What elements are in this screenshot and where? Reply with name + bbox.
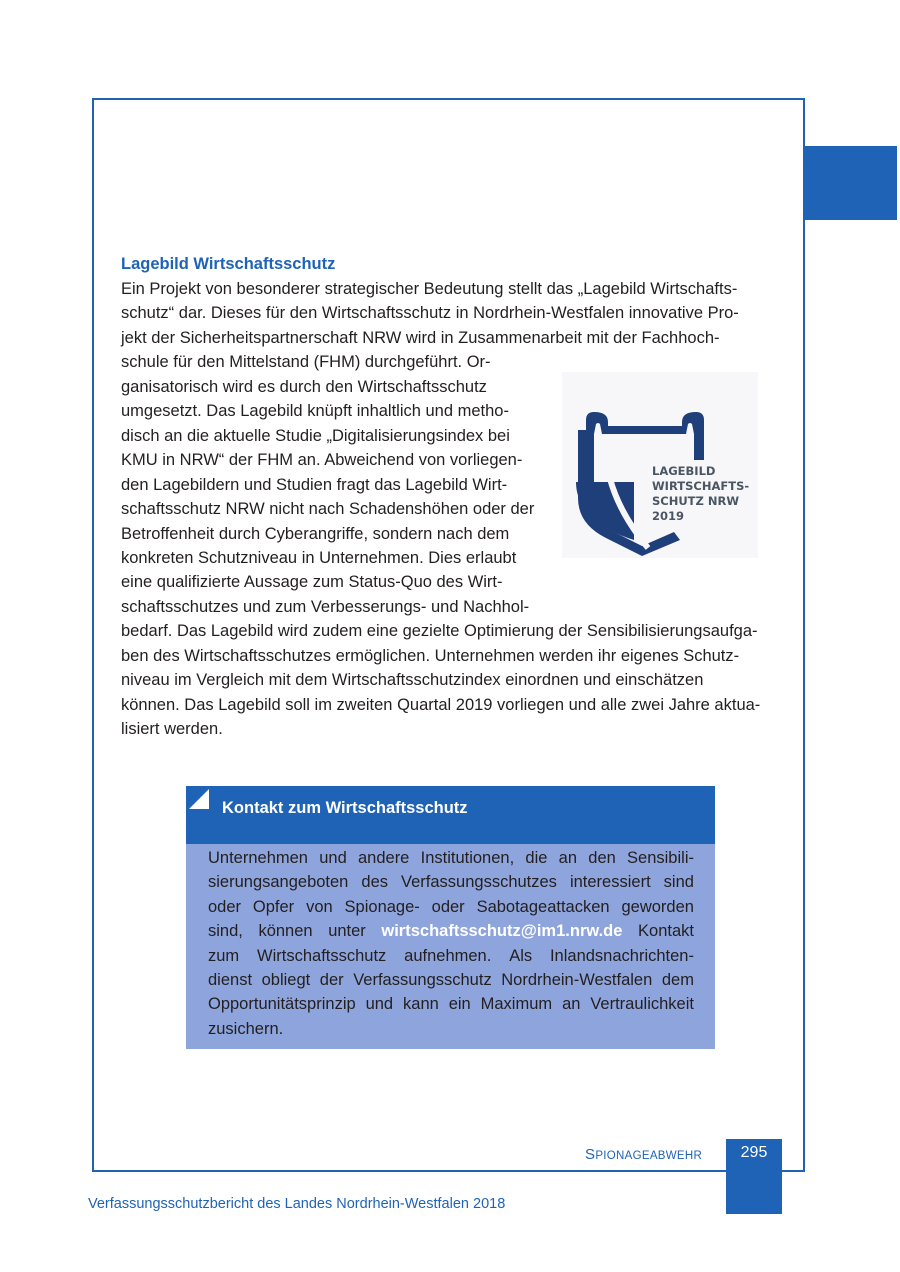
contact-word: Verfassungsschutz (353, 970, 492, 989)
lagebild-logo (562, 372, 758, 558)
contact-word: Maximum (480, 995, 553, 1014)
contact-word: Sensibili- (627, 849, 694, 867)
contact-word: zum (208, 946, 240, 965)
body-line: lisiert werden. (121, 720, 223, 739)
logo-line: LAGEBILD (652, 464, 716, 478)
contact-word: kann (403, 995, 439, 1014)
contact-word: von (306, 897, 333, 916)
body-line: Ein Projekt von besonderer strategischer Bedeutung stellt das „Lagebild Wirtschafts- (121, 280, 738, 298)
body-line: KMU in NRW“ der FHM an. Abweichend von vorliegen- (121, 451, 523, 470)
contact-line (208, 968, 694, 992)
body-line: disch an die aktuelle Studie „Digitalisierungsindex bei (121, 426, 510, 445)
body-line: bedarf. Das Lagebild wird zudem eine gezielte Optimierung der Sensibilisierungsaufga- (121, 622, 758, 641)
body-line: ganisatorisch wird es durch den Wirtschaftsschutz (121, 377, 487, 396)
body-line: schaftsschutz NRW nicht nach Schadenshöhen oder der (121, 500, 535, 519)
section-label-initial: S (585, 1146, 596, 1163)
contact-word: an (562, 995, 581, 1014)
contact-word: interessiert (569, 873, 651, 892)
contact-word: Spionage- (344, 897, 420, 916)
contact-word: aufnehmen. (404, 946, 492, 965)
contact-line (208, 846, 694, 870)
corner-triangle-icon (189, 789, 209, 809)
logo-line: SCHUTZ NRW (652, 494, 740, 508)
contact-word: Nordrhein-Westfalen (501, 970, 653, 989)
contact-word: oder (208, 897, 242, 916)
section-label (585, 1145, 702, 1165)
contact-word: Institutionen, (420, 849, 515, 867)
body-line: umgesetzt. Das Lagebild knüpft inhaltlich und metho- (121, 402, 509, 421)
contact-word: Opfer (252, 897, 295, 916)
contact-line (208, 870, 694, 894)
contact-word: dienst (208, 970, 253, 989)
contact-word: Vertraulichkeit (590, 995, 694, 1014)
contact-word: zusichern. (208, 1019, 284, 1038)
section-heading: Lagebild Wirtschaftsschutz (121, 255, 336, 273)
contact-line (208, 1017, 694, 1041)
contact-word: dem (661, 970, 694, 989)
contact-word: sierungsangeboten (208, 873, 349, 892)
contact-word: den (588, 849, 616, 867)
footer-text: Verfassungsschutzbericht des Landes Nordrhein-Westfalen 2018 (88, 1196, 506, 1212)
contact-word: Kontakt (638, 922, 694, 941)
contact-line (208, 992, 694, 1016)
contact-word: sind (663, 873, 694, 892)
body-line: schaftsschutzes und zum Verbesserungs- und Nachhol- (121, 597, 530, 616)
body-line: niveau im Vergleich mit dem Wirtschaftsschutzindex einordnen und einschätzen (121, 671, 704, 690)
contact-word: Wirtschaftsschutz (257, 946, 387, 965)
page-number: 295 (740, 1144, 768, 1161)
contact-word: andere (357, 849, 410, 867)
contact-word: unter (328, 922, 366, 941)
contact-word: geworden (621, 897, 694, 916)
contact-word: Inlandsnachrichten- (549, 946, 694, 965)
contact-word: Unternehmen (208, 849, 308, 867)
logo-text (652, 464, 749, 524)
section-label-rest: PIONAGEABWEHR (595, 1150, 703, 1162)
logo-line: 2019 (652, 509, 685, 523)
contact-word: an (558, 849, 578, 867)
contact-word: die (525, 849, 548, 867)
chapter-tab-marker (804, 146, 897, 220)
body-line: können. Das Lagebild soll im zweiten Quartal 2019 vorliegen und alle zwei Jahre aktua- (121, 695, 761, 714)
contact-word: oder (431, 897, 465, 916)
body-line: konkreten Schutzniveau in Unternehmen. Dies erlaubt (121, 548, 517, 567)
contact-word: Sabotageattacken (476, 897, 610, 916)
contact-line (208, 919, 694, 943)
contact-word: und (365, 995, 394, 1014)
contact-email-link[interactable]: wirtschaftsschutz@im1.nrw.de (381, 922, 623, 941)
body-line: eine qualifizierte Aussage zum Status-Quo des Wirt- (121, 573, 503, 592)
contact-box (186, 786, 715, 1049)
contact-line (208, 944, 694, 968)
contact-word: können (258, 922, 313, 941)
logo-line: WIRTSCHAFTS- (652, 479, 750, 493)
body-line: Betroffenheit durch Cyberangriffe, sondern nach dem (121, 524, 510, 543)
body-line: schutz“ dar. Dieses für den Wirtschaftsschutz in Nordrhein-Westfalen innovative Pro- (121, 304, 739, 323)
contact-title: Kontakt zum Wirtschaftsschutz (222, 799, 468, 817)
contact-word: ein (448, 995, 471, 1014)
body-line: jekt der Sicherheitspartnerschaft NRW wird in Zusammenarbeit mit der Fachhoch- (121, 328, 720, 347)
body-line: ben des Wirtschaftsschutzes ermöglichen. Unternehmen werden ihr eigenes Schutz- (121, 646, 740, 665)
body-line: schule für den Mittelstand (FHM) durchgeführt. Or- (121, 353, 491, 372)
contact-word: Opportunitätsprinzip (208, 995, 356, 1014)
contact-word: und (319, 849, 347, 867)
contact-word: des (361, 873, 388, 892)
page-number-box (726, 1139, 782, 1214)
contact-line (208, 895, 694, 919)
contact-word: obliegt (261, 970, 311, 989)
contact-word: Als (509, 946, 533, 965)
contact-body (208, 846, 694, 1041)
contact-word: Verfassungsschutzes (401, 873, 557, 892)
contact-header (186, 786, 715, 844)
contact-word: sind, (208, 922, 243, 941)
contact-word: der (319, 970, 344, 989)
body-line: den Lagebildern und Studien fragt das Lagebild Wirt- (121, 475, 508, 494)
